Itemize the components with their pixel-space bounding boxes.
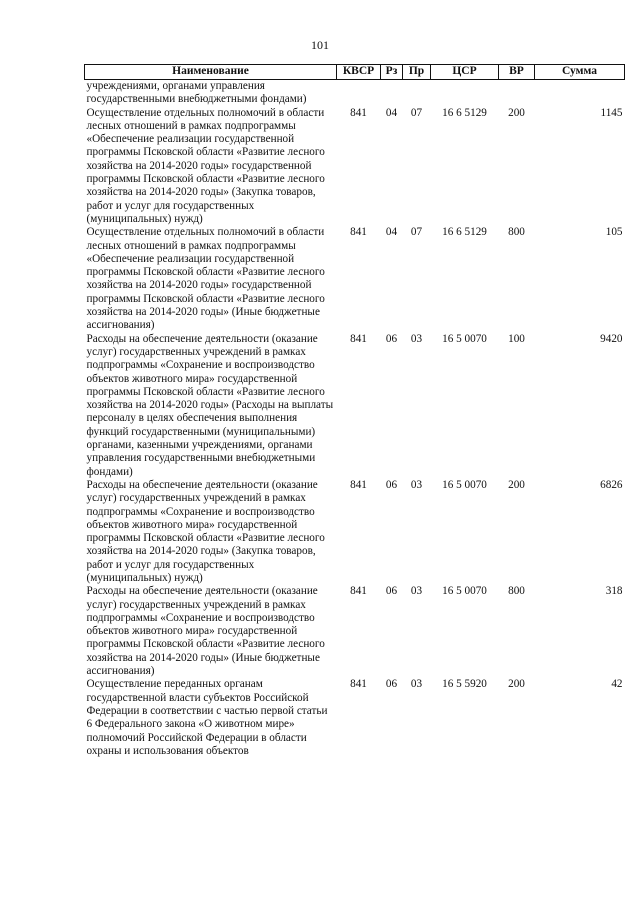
row-name: Осуществление переданных органам государственной власти субъектов Российской Федерации в соответствии с частью первой статьи 6 Федерального закона «О животном мире» полномочий Российской Федерации в области охраны и использования объектов	[86, 678, 328, 757]
row-rz: 04	[385, 106, 398, 119]
header-name: Наименование	[85, 65, 337, 80]
table-row-continuation	[85, 80, 625, 107]
row-csr: 16 5 0070	[442, 478, 487, 491]
row-csr: 16 6 5129	[442, 106, 487, 119]
row-csr: 16 5 5920	[442, 678, 487, 691]
row-csr: 16 6 5129	[442, 226, 487, 239]
row-vr: 800	[508, 585, 525, 598]
row-sum: 105	[605, 226, 623, 239]
row-rz: 06	[385, 678, 398, 691]
row-rz: 04	[385, 226, 398, 239]
table-header-row	[85, 65, 625, 80]
row-vr: 200	[508, 106, 525, 119]
table-row	[85, 333, 625, 479]
row-name: Расходы на обеспечение деятельности (оказание услуг) государственных учреждений в рамках подпрограммы «Сохранение и воспроизводство объектов животного мира» государственной программы Псковской области «Развитие лесного хозяйства на 2014-2020 годы» (Закупка товаров, работ и услуг для государственных (муниципальных) нужд)	[86, 478, 325, 584]
row-sum: 1145	[600, 106, 623, 119]
row-name: Расходы на обеспечение деятельности (оказание услуг) государственных учреждений в рамках подпрограммы «Сохранение и воспроизводство объектов животного мира» государственной программы Псковской области «Развитие лесного хозяйства на 2014-2020 годы» (Расходы на выплаты персоналу в целях обеспечения выполнения функций государственными (муниципальными) органами, казенными учреждениями, органами управления государственными внебюджетными фондами)	[86, 332, 334, 478]
header-sum: Сумма	[535, 65, 625, 80]
row-kvsr: 841	[350, 585, 367, 598]
row-kvsr: 841	[350, 332, 367, 345]
page-number: 101	[311, 38, 329, 52]
row-kvsr: 841	[350, 106, 367, 119]
header-pr: Пр	[403, 65, 431, 80]
table-row	[85, 585, 625, 678]
row-sum: 318	[605, 585, 623, 598]
header-kvsr: КВСР	[337, 65, 381, 80]
row-name: Расходы на обеспечение деятельности (оказание услуг) государственных учреждений в рамках подпрограммы «Сохранение и воспроизводство объектов животного мира» государственной программы Псковской области «Развитие лесного хозяйства на 2014-2020 годы» (Иные бюджетные ассигнования)	[86, 585, 325, 678]
row-pr: 07	[410, 106, 423, 119]
row-kvsr: 841	[350, 478, 367, 491]
header-rz: Рз	[381, 65, 403, 80]
continuation-text: учреждениями, органами управления государственными внебюджетными фондами)	[86, 80, 307, 106]
row-kvsr: 841	[350, 678, 367, 691]
header-csr: ЦСР	[431, 65, 499, 80]
row-sum: 9420	[600, 332, 623, 345]
row-pr: 03	[410, 332, 423, 345]
budget-table	[84, 64, 625, 758]
row-sum: 42	[611, 678, 623, 691]
row-pr: 07	[410, 226, 423, 239]
row-rz: 06	[385, 332, 398, 345]
header-vr: ВР	[499, 65, 535, 80]
row-csr: 16 5 0070	[442, 585, 487, 598]
row-name: Осуществление отдельных полномочий в области лесных отношений в рамках подпрограммы «Обеспечение реализации государственной программы Псковской области «Развитие лесного хозяйства на 2014-2020 годы» государственной программы Псковской области «Развитие лесного хозяйства на 2014-2020 годы» (Иные бюджетные ассигнования)	[86, 226, 325, 332]
row-sum: 6826	[600, 478, 623, 491]
row-name: Осуществление отдельных полномочий в области лесных отношений в рамках подпрограммы «Обеспечение реализации государственной программы Псковской области «Развитие лесного хозяйства на 2014-2020 годы» государственной программы Псковской области «Развитие лесного хозяйства на 2014-2020 годы» (Закупка товаров, работ и услуг для государственных (муниципальных) нужд)	[86, 106, 325, 225]
row-kvsr: 841	[350, 226, 367, 239]
table-row	[85, 226, 625, 332]
row-csr: 16 5 0070	[442, 332, 487, 345]
table-row	[85, 479, 625, 585]
row-rz: 06	[385, 478, 398, 491]
row-vr: 100	[508, 332, 525, 345]
row-pr: 03	[410, 478, 423, 491]
row-pr: 03	[410, 585, 423, 598]
row-vr: 800	[508, 226, 525, 239]
row-rz: 06	[385, 585, 398, 598]
table-row	[85, 678, 625, 758]
row-vr: 200	[508, 678, 525, 691]
row-vr: 200	[508, 478, 525, 491]
row-pr: 03	[410, 678, 423, 691]
table-row	[85, 107, 625, 227]
